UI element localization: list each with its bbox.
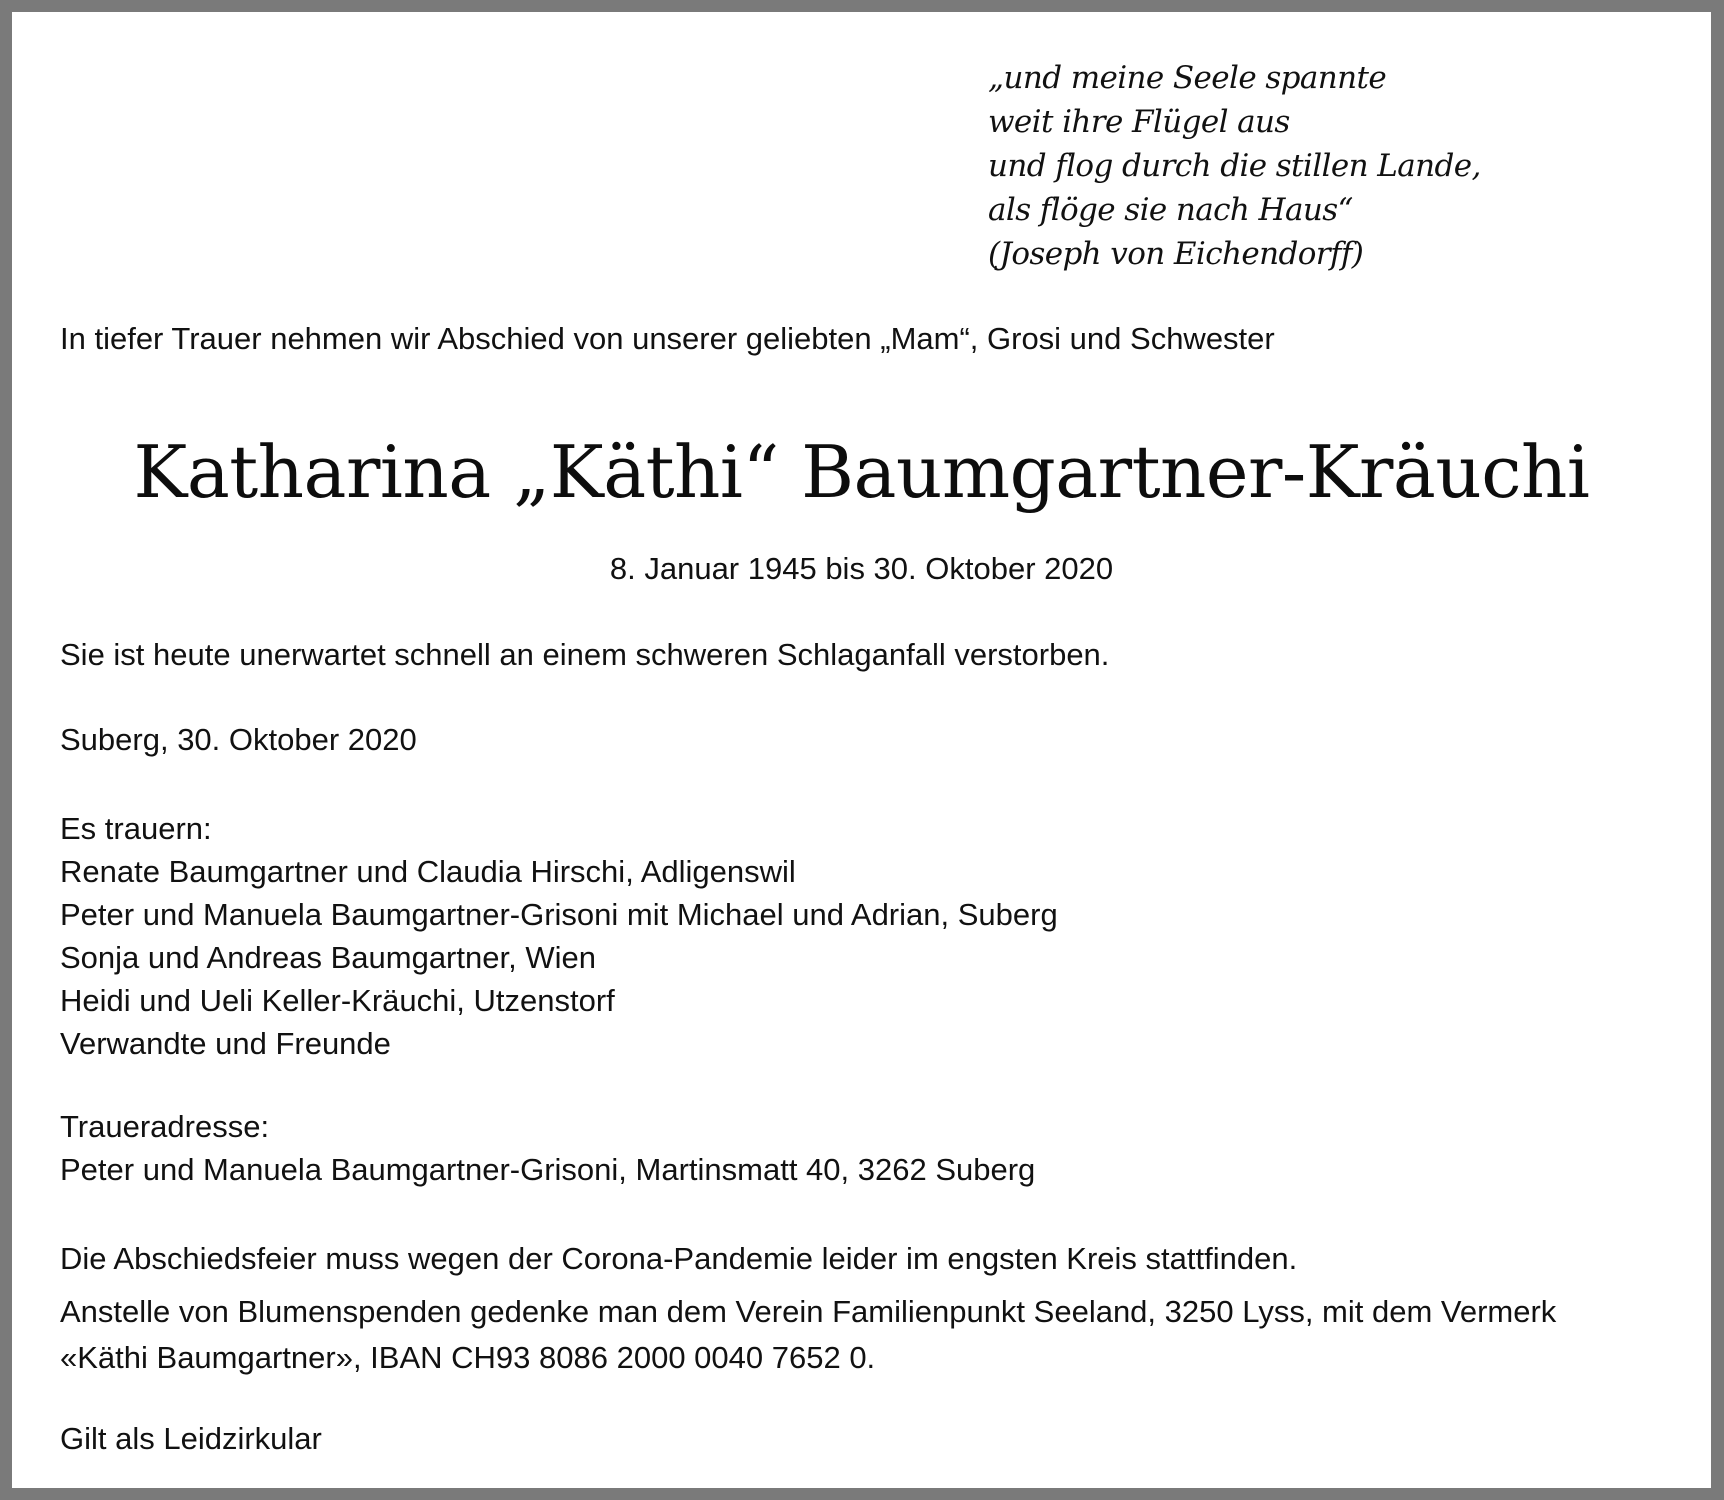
poem-author: (Joseph von Eichendorff) <box>988 236 1364 272</box>
obituary-sheet <box>12 12 1711 1488</box>
mourners-list <box>60 807 1058 1065</box>
mourner-entry: Heidi und Ueli Keller-Kräuchi, Utzenstorf <box>60 983 615 1018</box>
place-and-date: Suberg, 30. Oktober 2020 <box>60 722 417 757</box>
poem-quote <box>988 56 1481 276</box>
donation-notice <box>60 1289 1556 1381</box>
life-dates: 8. Januar 1945 bis 30. Oktober 2020 <box>609 551 1114 586</box>
mourners-heading: Es trauern: <box>60 811 212 846</box>
mourner-entry: Verwandte und Freunde <box>60 1026 391 1061</box>
farewell-notice: Die Abschiedsfeier muss wegen der Corona-Pandemie leider im engsten Kreis stattfinden. <box>60 1241 1298 1276</box>
poem-line: als flöge sie nach Haus“ <box>988 192 1353 228</box>
poem-line: und flog durch die stillen Lande, <box>988 148 1481 184</box>
donation-line: Anstelle von Blumenspenden gedenke man dem Verein Familienpunkt Seeland, 3250 Lyss, mit dem Vermerk <box>60 1294 1557 1329</box>
mourner-entry: Sonja und Andreas Baumgartner, Wien <box>60 940 596 975</box>
poem-line: weit ihre Flügel aus <box>988 104 1290 140</box>
donation-line: «Käthi Baumgartner», IBAN CH93 8086 2000 0040 7652 0. <box>60 1340 876 1375</box>
deceased-name: Katharina „Käthi“ Baumgartner-Kräuchi <box>133 430 1590 514</box>
address-heading: Traueradresse: <box>60 1109 270 1144</box>
mourner-entry: Renate Baumgartner und Claudia Hirschi, Adligenswil <box>60 854 796 889</box>
poem-line: „und meine Seele spannte <box>988 60 1387 96</box>
death-notice: Sie ist heute unerwartet schnell an einem schweren Schlaganfall verstorben. <box>60 637 1110 672</box>
mourning-address <box>60 1105 1035 1191</box>
mourner-entry: Peter und Manuela Baumgartner-Grisoni mit Michael und Adrian, Suberg <box>60 897 1058 932</box>
address-value: Peter und Manuela Baumgartner-Grisoni, Martinsmatt 40, 3262 Suberg <box>60 1152 1036 1187</box>
circular-note: Gilt als Leidzirkular <box>60 1421 322 1456</box>
intro-text: In tiefer Trauer nehmen wir Abschied von unserer geliebten „Mam“, Grosi und Schwester <box>60 321 1275 356</box>
